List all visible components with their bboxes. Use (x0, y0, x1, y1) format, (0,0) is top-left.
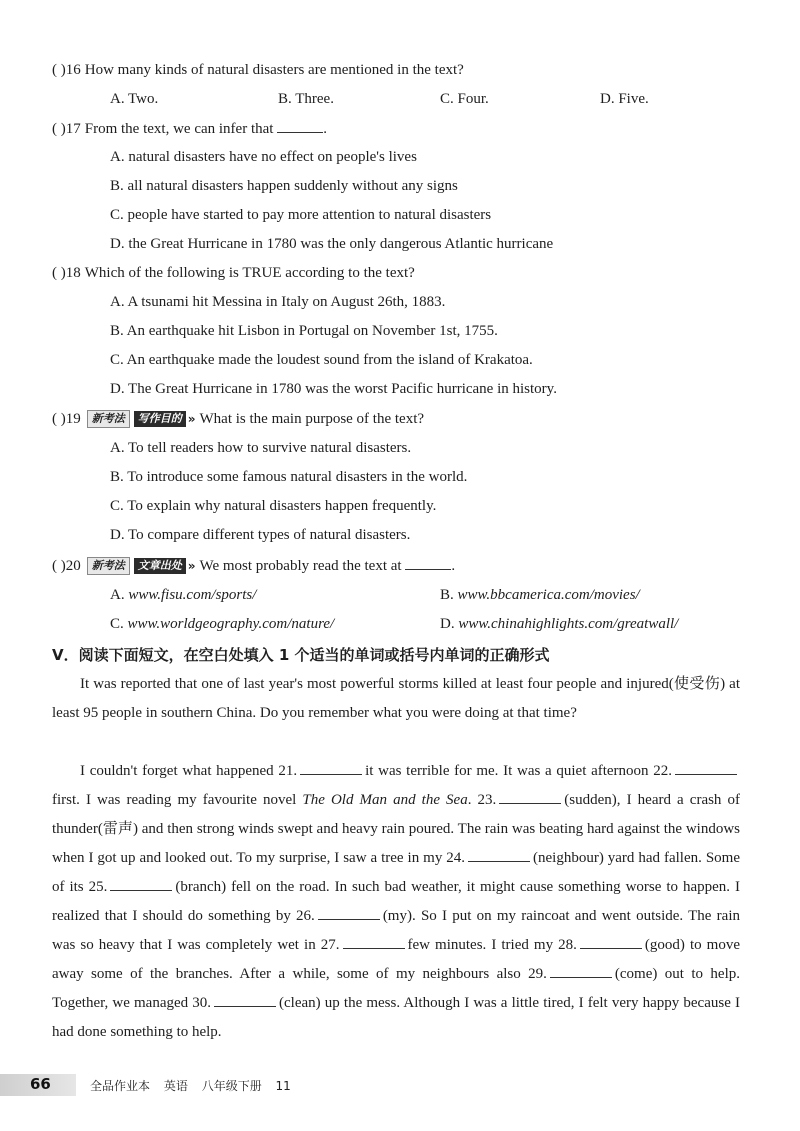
option-a[interactable]: A. natural disasters have no effect on people's lives (110, 149, 417, 165)
blank-30[interactable] (214, 992, 276, 1007)
option-letter: C. (110, 616, 124, 632)
passage-text: (neighbour) yard had fallen. Some of its 25. (52, 850, 740, 895)
answer-paren[interactable]: ( ) (52, 558, 66, 574)
blank-27[interactable] (343, 934, 405, 949)
question-number: 16 (65, 62, 81, 78)
option-letter: A. (110, 587, 125, 603)
footer-info (90, 1077, 301, 1094)
option-a[interactable]: A. A tsunami hit Messina in Italy on August 26th, 1883. (110, 294, 446, 310)
question-stem: How many kinds of natural disasters are mentioned in the text? (84, 62, 464, 78)
question-16 (52, 60, 464, 80)
book-name: 全品作业本 (90, 1079, 151, 1093)
passage-text: (my). So I put on my raincoat and went outside. The rain was so heavy that I was completely wet in 27. (52, 908, 740, 953)
blank-21[interactable] (300, 760, 362, 775)
option-b[interactable] (440, 585, 640, 605)
question-stem: We most probably read the text at (199, 558, 402, 574)
passage-text: (clean) up the mess. Although I was a little tired, I felt very happy because I had done something to help. (52, 995, 740, 1040)
blank-23[interactable] (499, 789, 561, 804)
option-d[interactable] (440, 614, 678, 634)
answer-paren[interactable]: ( ) (52, 121, 66, 137)
passage-text: I couldn't forget what happened 21. (80, 763, 298, 779)
option-letter: B. (440, 587, 454, 603)
question-20 (52, 555, 455, 576)
option-b[interactable]: B. To introduce some famous natural disasters in the world. (110, 469, 468, 485)
skill-badge: 写作目的 (134, 411, 186, 427)
option-d[interactable]: D. the Great Hurricane in 1780 was the only dangerous Atlantic hurricane (110, 236, 554, 252)
passage-text: (good) to move away some of the branches. After a while, some of my neighbours also 29. (52, 937, 740, 982)
option-url: www.chinahighlights.com/greatwall/ (458, 616, 679, 632)
option-c[interactable]: C. An earthquake made the loudest sound from the island of Krakatoa. (110, 352, 533, 368)
question-stem: From the text, we can infer that (84, 121, 274, 137)
passage-text: few minutes. I tried my 28. (407, 937, 577, 953)
blank-28[interactable] (580, 934, 642, 949)
question-number: 17 (65, 121, 81, 137)
passage-text: it was terrible for me. It was a quiet afternoon 22. (365, 763, 672, 779)
question-19 (52, 409, 424, 429)
page-number: 66 (30, 1075, 51, 1093)
blank-22[interactable] (675, 760, 737, 775)
option-d[interactable]: D. Five. (600, 91, 649, 107)
new-exam-badge: 新考法 (87, 557, 130, 575)
option-c[interactable]: C. Four. (440, 91, 489, 107)
answer-blank[interactable] (277, 118, 323, 133)
answer-paren[interactable]: ( ) (52, 411, 66, 427)
double-chevron-icon: » (187, 412, 196, 426)
passage-paragraph-2 (52, 757, 740, 1047)
option-d[interactable]: D. To compare different types of natural disasters. (110, 527, 411, 543)
new-exam-badge: 新考法 (87, 410, 130, 428)
novel-title: The Old Man and the Sea (302, 792, 468, 808)
stem-end: . (451, 558, 456, 574)
option-url: www.worldgeography.com/nature/ (127, 616, 335, 632)
option-url: www.bbcamerica.com/movies/ (457, 587, 640, 603)
question-stem: Which of the following is TRUE according to the text? (84, 265, 415, 281)
question-number: 19 (65, 411, 81, 427)
passage-text: (come) out to help. Together, we managed 30. (52, 966, 741, 1011)
skill-badge: 文章出处 (134, 558, 186, 574)
paragraph-text: It was reported that one of last year's most powerful storms killed at least four people and injured(使受伤) at least 95 people in southern China. Do you remember what you were doing at that time? (52, 676, 740, 721)
blank-26[interactable] (318, 905, 380, 920)
option-c[interactable] (110, 614, 334, 634)
section-title: V．阅读下面短文，在空白处填入 1 个适当的单词或括号内单词的正确形式 (52, 646, 550, 664)
option-a[interactable]: A. To tell readers how to survive natural disasters. (110, 440, 412, 456)
option-letter: D. (440, 616, 455, 632)
option-a[interactable] (110, 585, 256, 605)
blank-25[interactable] (110, 876, 172, 891)
page-code: 11 (275, 1079, 291, 1093)
answer-paren[interactable]: ( ) (52, 265, 66, 281)
blank-24[interactable] (468, 847, 530, 862)
option-c[interactable]: C. To explain why natural disasters happen frequently. (110, 498, 437, 514)
answer-paren[interactable]: ( ) (52, 62, 66, 78)
stem-end: . (323, 121, 327, 137)
option-c[interactable]: C. people have started to pay more attention to natural disasters (110, 207, 492, 223)
question-number: 20 (65, 558, 81, 574)
option-a[interactable]: A. Two. (110, 91, 159, 107)
option-b[interactable]: B. all natural disasters happen suddenly without any signs (110, 178, 458, 194)
blank-29[interactable] (550, 963, 612, 978)
passage-text: first. I was reading my favourite novel (52, 792, 297, 808)
option-b[interactable]: B. An earthquake hit Lisbon in Portugal on November 1st, 1755. (110, 323, 498, 339)
subject: 英语 (163, 1079, 188, 1093)
answer-blank[interactable] (405, 555, 451, 570)
question-18 (52, 263, 415, 283)
double-chevron-icon: » (187, 559, 196, 573)
passage-text: . 23. (467, 792, 497, 808)
grade: 八年级下册 (201, 1079, 262, 1093)
page-footer (0, 1074, 800, 1096)
passage-paragraph-1 (52, 670, 740, 728)
option-url: www.fisu.com/sports/ (128, 587, 257, 603)
option-d[interactable]: D. The Great Hurricane in 1780 was the worst Pacific hurricane in history. (110, 381, 557, 397)
question-stem: What is the main purpose of the text? (199, 411, 425, 427)
question-17 (52, 118, 327, 139)
passage-text: (sudden), I heard a crash of thunder(雷声) and then strong winds swept and heavy rain poured. The rain was beating hard against the windows when I got up and looked out. To my surprise, I saw a tree in my 24. (52, 792, 741, 866)
option-b[interactable]: B. Three. (278, 91, 334, 107)
passage-text: (branch) fell on the road. In such bad weather, it might cause something worse to happen. I realized that I should do something by 26. (52, 879, 741, 924)
question-number: 18 (65, 265, 81, 281)
